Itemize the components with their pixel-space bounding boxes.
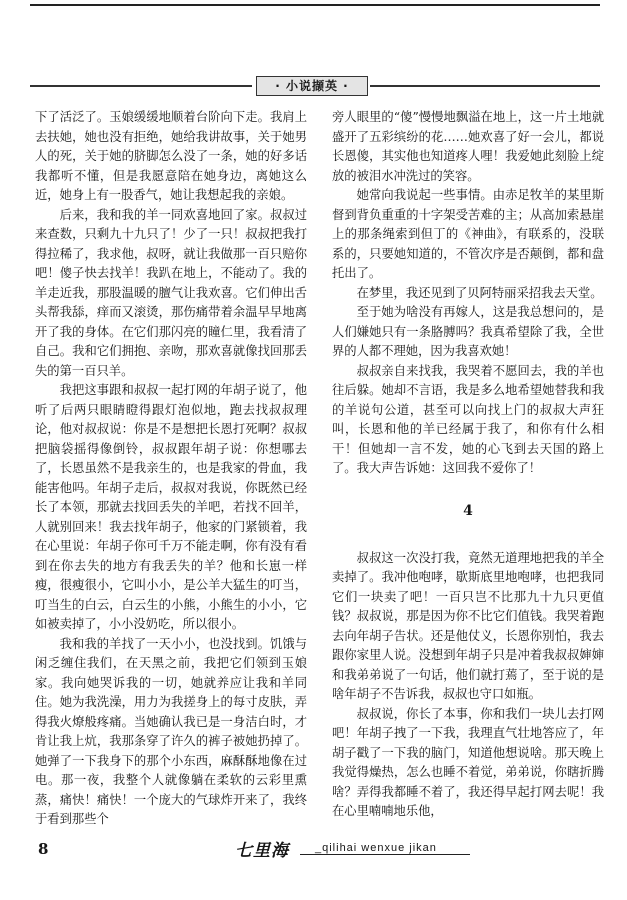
paragraph: 旁人眼里的“傻”慢慢地飘溢在地上，这一片土地就盛开了五彩缤纷的花……她欢喜了好一会儿，都说长恩傻，其实他也知道疼人哩！我爱她此刻脸上绽放的被泪水冲洗过的笑容。 — [332, 110, 604, 183]
page-footer — [30, 836, 600, 862]
paragraph: 下了活泛了。玉娘缓缓地顺着台阶向下走。我肩上去扶她，她也没有拒绝，她给我讲故事，关于她男人的死，关于她的脐脚怎么没了一条，她的好多话我都听不懂，但是我愿意陪在她身边，离她这么近，她身上有一股香气，她让我想起我的亲娘。 — [35, 110, 307, 202]
banner-rule-left — [30, 85, 252, 87]
chapter-number: 4 — [463, 502, 473, 519]
paragraph: 叔叔亲自来找我，我哭着不愿回去，我的羊也往后躲。她却不言语，我是多么地希望她替我和我的羊说句公道，甚至可以向找上门的叔叔大声狂叫，长恩和他的羊已经属于我了，和你有什么相干！但她却一言不发，她的心飞到去天国的路上了。我大声告诉她：这回我不爱你了！ — [332, 363, 604, 475]
magazine-pinyin: _qilihai wenxue jikan — [315, 842, 437, 854]
footer-rule — [300, 854, 470, 855]
right-column-bottom — [332, 549, 604, 822]
magazine-logo: 七里海 — [235, 841, 289, 861]
right-column-top — [332, 108, 604, 479]
paragraph: 叔叔这一次没打我，竟然无道理地把我的羊全卖掉了。我冲他咆哮，歇斯底里地咆哮，也把我同它们一块卖了吧！一百只岂不比那九十九只更值钱？叔叔说，那是因为你不比它们值钱。我哭着跑去向年胡子告状。还是他仗义，长恩你别怕，我去跟你家里人说。没想到年胡子只是冲着我叔叔婶婶和我弟弟说了一句话，他们就打蔫了，至于说的是啥年胡子不告诉我，叔叔也守口如瓶。 — [332, 550, 604, 701]
banner-rule-right — [370, 85, 600, 87]
section-banner: · 小说撷英 · — [256, 76, 368, 96]
left-column — [35, 108, 307, 830]
paragraph: 叔叔说，你长了本事，你和我们一块儿去打网吧！年胡子拽了一下我，我理直气壮地答应了，年胡子戳了一下我的脑门，知道他想说啥。那天晚上我觉得燥热，怎么也睡不着觉，弟弟说，你瞎折腾啥？弄得我都睡不着了，我还得早起打网去呢！我在心里喃喃地乐他， — [332, 706, 604, 818]
paragraph: 后来，我和我的羊一同欢喜地回了家。叔叔过来查数，只剩九十九只了！少了一只！叔叔把我打得拉稀了，我求他，叔呀，就让我做那一百只赔你吧！傻子快去找羊！我趴在地上，不能动了。我的羊走近我，那股温暖的膻气让我欢喜。它们伸出舌头帮我舔，痒而又滚烫，那伤痛带着余温早早地离开了我的身体。在它们那闪亮的瞳仁里，我看清了自己。我和它们拥抱、亲吻，那欢喜就像找回那丢失的第一百只羊。 — [35, 207, 307, 378]
paragraph: 至于她为啥没有再嫁人，这是我总想问的，是人们嫌她只有一条胳膊吗？我真希望除了我，全世界的人都不理她，因为我喜欢她！ — [332, 305, 604, 358]
paragraph: 我把这事跟和叔叔一起打网的年胡子说了，他听了后两只眼睛瞪得跟灯泡似地，跑去找叔叔理论，他对叔叔说：你是不是想把长恩打死啊？叔叔把脑袋摇得像倒铃，叔叔跟年胡子说：你想哪去了，长恩虽然不是我亲生的，也是我家的骨血，我能害他吗。年胡子走后，叔叔对我说，你既然已经长了本领，那就去找回丢失的羊吧，若找不回羊，人就别回来！我去找年胡子，他家的门紧锁着，我在心里说：年胡子你可千万不能走啊，你有没有看到在你去失的地方有我丢失的羊？他和长崽一样瘦，很瘦很小，它叫小小，是公羊大猛生的叮当，叮当生的白云，白云生的小熊，小熊生的小小，它如被卖掉了，小小没奶吃，所以很小。 — [35, 383, 307, 631]
page-number: 8 — [38, 840, 49, 858]
paragraph: 她常向我说起一些事情。由赤足牧羊的某里斯督到背负重重的十字架受苦难的主；从高加索悬崖上的那条绳索到但丁的《神曲》，有联系的，没联系的，只要她知道的，不管次序是否颠倒，都和盘托出了。 — [332, 188, 604, 280]
right-column — [332, 108, 604, 822]
paragraph: 在梦里，我还见到了贝阿特丽采招我去天堂。 — [356, 285, 603, 300]
header-strip — [30, 11, 600, 20]
paragraph: 我和我的羊找了一天小小，也没找到。饥饿与闲乏缠住我们，在天黑之前，我把它们领到玉娘家。我向她哭诉我的一切，她就养应让我和羊同住。她为我洗澡，用力为我搓身上的每寸皮肤，弄得我火燎般疼痛。当她确认我已是一身洁白时，才肯让我上炕，我那条穿了许久的裤子被她扔掉了。她弹了一下我身下的那个小东西，麻酥酥地像在过电。那一夜，我整个人就像躺在柔软的云彩里熏蒸，痛快！痛快！一个庞大的气球炸开来了，我终于看到那些个 — [35, 636, 307, 826]
